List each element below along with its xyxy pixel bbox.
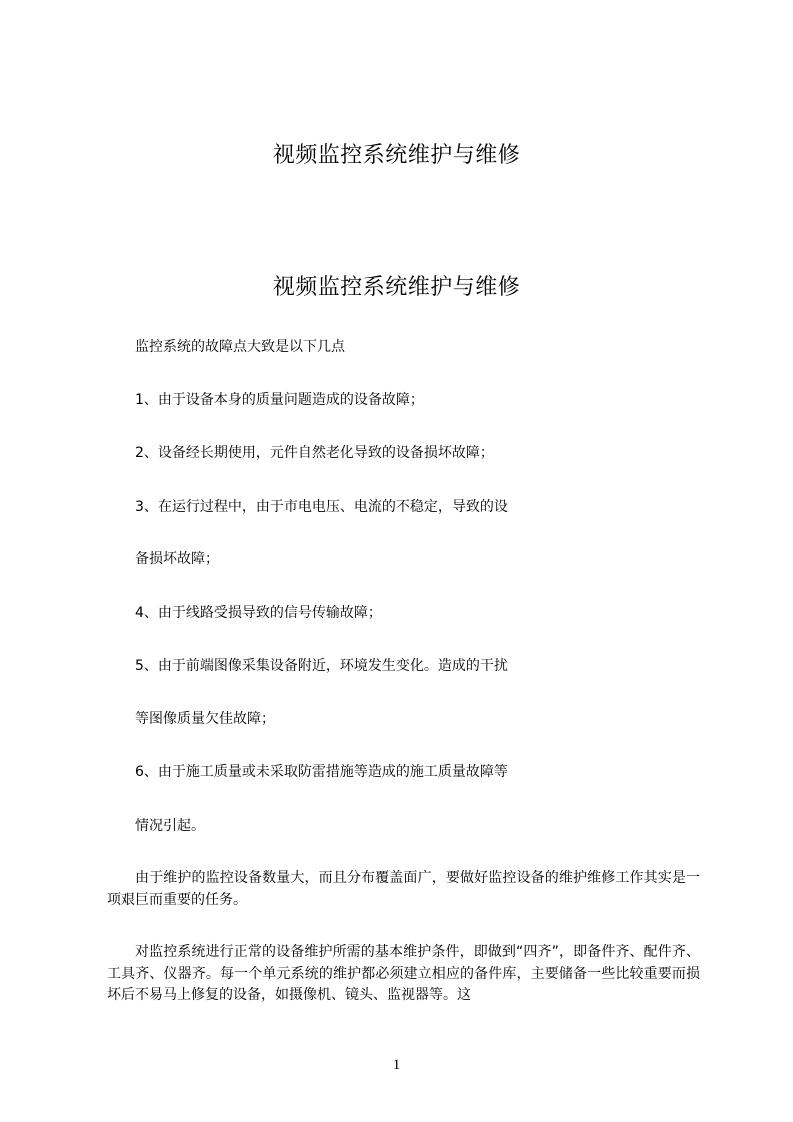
- fault-item-5-continued: 等图像质量欠佳故障；: [135, 711, 275, 727]
- fault-item-1: 1、由于设备本身的质量问题造成的设备故障；: [135, 392, 424, 408]
- document-title: 视频监控系统维护与维修: [272, 143, 521, 168]
- fault-item-6: 6、由于施工质量或未采取防雷措施等造成的施工质量故障等: [135, 764, 508, 780]
- fault-item-3: 3、在运行过程中，由于市电电压、电流的不稳定，导致的设: [135, 499, 508, 515]
- fault-item-2: 2、设备经长期使用，元件自然老化导致的设备损坏故障；: [135, 445, 494, 461]
- page-number: 1: [392, 1057, 401, 1073]
- section-title: 视频监控系统维护与维修: [272, 275, 521, 300]
- maintenance-conditions-paragraph: 对监控系统进行正常的设备维护所需的基本维护条件，即做到“四齐”，即备件齐、配件齐、工具齐、仪器齐。每一个单元系统的维护都必须建立相应的备件库，主要储备一些比较重要而损坏后不易马上修复的设备，如摄像机、镜头、监视器等。这: [107, 944, 700, 1003]
- fault-item-4: 4、由于线路受损导致的信号传输故障；: [135, 605, 382, 621]
- fault-item-6-continued: 情况引起。: [135, 818, 205, 834]
- fault-item-5: 5、由于前端图像采集设备附近，环境发生变化。造成的干扰: [135, 658, 508, 674]
- maintenance-paragraph: 由于维护的监控设备数量大，而且分布覆盖面广，要做好监控设备的维护维修工作其实是一项艰巨而重要的任务。: [107, 870, 700, 908]
- fault-item-3-continued: 备损坏故障；: [135, 551, 219, 567]
- fault-intro-line: 监控系统的故障点大致是以下几点: [135, 339, 345, 355]
